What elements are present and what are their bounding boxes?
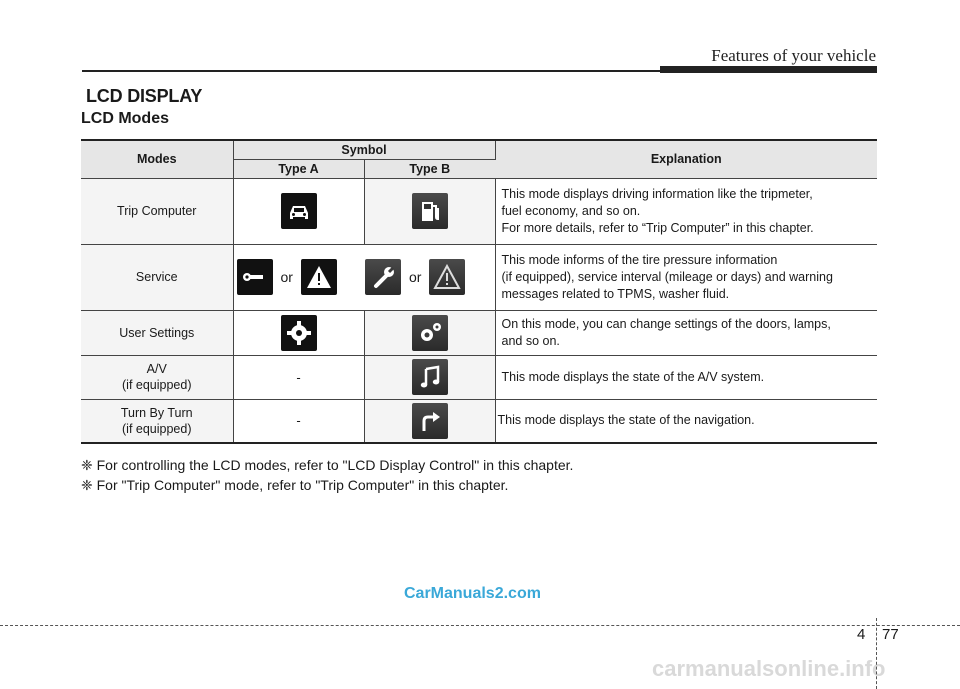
table-row (81, 355, 877, 399)
explanation-line: fuel economy, and so on. (501, 203, 641, 218)
type-b-cell (364, 399, 495, 443)
notes (81, 455, 573, 495)
type-a-cell (233, 399, 364, 443)
explanation-cell (495, 310, 877, 355)
page-chapter: 4 (857, 626, 866, 643)
watermark-text: carmanualsonline.info (652, 656, 886, 681)
mode-sublabel: (if equipped) (122, 421, 192, 436)
wrench-icon (365, 259, 401, 295)
mode-cell (81, 178, 233, 244)
mode-sublabel: (if equipped) (122, 378, 192, 392)
car-icon (281, 193, 317, 229)
type-a-cell (233, 178, 364, 244)
header-rule (82, 70, 660, 72)
turn-arrow-icon (412, 403, 448, 439)
type-a-dash: - (296, 413, 301, 429)
type-b-cell (364, 178, 495, 244)
mode-label: A/V (146, 362, 167, 376)
header-title: Features of your vehicle (711, 46, 876, 65)
explanation-line: (if equipped), service interval (mileage or days) and warning (501, 269, 833, 284)
type-a-cell (233, 355, 364, 399)
sub-title: LCD Modes (81, 110, 169, 127)
header-rule-thick (660, 66, 877, 73)
watermark-link[interactable]: CarManuals2.com (404, 585, 541, 602)
mode-label: User Settings (119, 325, 195, 340)
or-label: or (408, 269, 422, 285)
mode-cell (81, 310, 233, 355)
table-row (81, 244, 877, 310)
header-explanation: Explanation (495, 140, 877, 178)
footer-divider (876, 618, 877, 689)
mode-cell (81, 355, 233, 399)
mode-cell (81, 399, 233, 443)
explanation-line: This mode displays the state of the navigation. (497, 413, 755, 428)
table-row (81, 310, 877, 355)
note-line: ❈ For "Trip Computer" mode, refer to "Trip Computer" in this chapter. (81, 477, 509, 493)
page-number: 77 (882, 626, 899, 643)
table-row (81, 178, 877, 244)
explanation-line: This mode displays driving information like the tripmeter, (501, 186, 813, 201)
header-symbol: Symbol (233, 140, 495, 159)
fuel-pump-icon (412, 193, 448, 229)
or-label: or (280, 269, 293, 285)
type-b-cell (364, 355, 495, 399)
mode-label: Trip Computer (117, 204, 197, 218)
explanation-line: messages related to TPMS, washer fluid. (501, 286, 730, 301)
explanation-line: This mode displays the state of the A/V system. (501, 369, 765, 384)
explanation-line: and so on. (501, 333, 560, 348)
type-a-dash: - (296, 369, 301, 385)
note-line: ❈ For controlling the LCD modes, refer to "LCD Display Control" in this chapter. (81, 457, 574, 473)
explanation-cell (495, 355, 877, 399)
warning-icon (429, 259, 465, 295)
header-type-b: Type B (364, 159, 495, 178)
type-a-cell (233, 310, 364, 355)
explanation-cell (495, 244, 877, 310)
wrench-icon (237, 259, 273, 295)
music-note-icon (412, 359, 448, 395)
explanation-cell (495, 178, 877, 244)
explanation-line: On this mode, you can change settings of the doors, lamps, (501, 316, 831, 331)
section-title: LCD DISPLAY (86, 86, 203, 106)
header-modes: Modes (81, 140, 233, 178)
lcd-modes-table (81, 139, 877, 444)
footer-rule (0, 625, 960, 626)
explanation-line: This mode informs of the tire pressure information (501, 252, 778, 267)
gear-icon (281, 315, 317, 351)
service-symbols-cell (233, 244, 495, 310)
warning-icon (301, 259, 337, 295)
explanation-cell (495, 399, 877, 443)
explanation-line: For more details, refer to “Trip Computer” in this chapter. (501, 220, 814, 235)
type-b-cell (364, 310, 495, 355)
mode-label: Turn By Turn (120, 405, 193, 420)
table-row (81, 399, 877, 443)
mode-label: Service (135, 270, 178, 284)
mode-cell (81, 244, 233, 310)
header-type-a: Type A (233, 159, 364, 178)
gears-icon (412, 315, 448, 351)
